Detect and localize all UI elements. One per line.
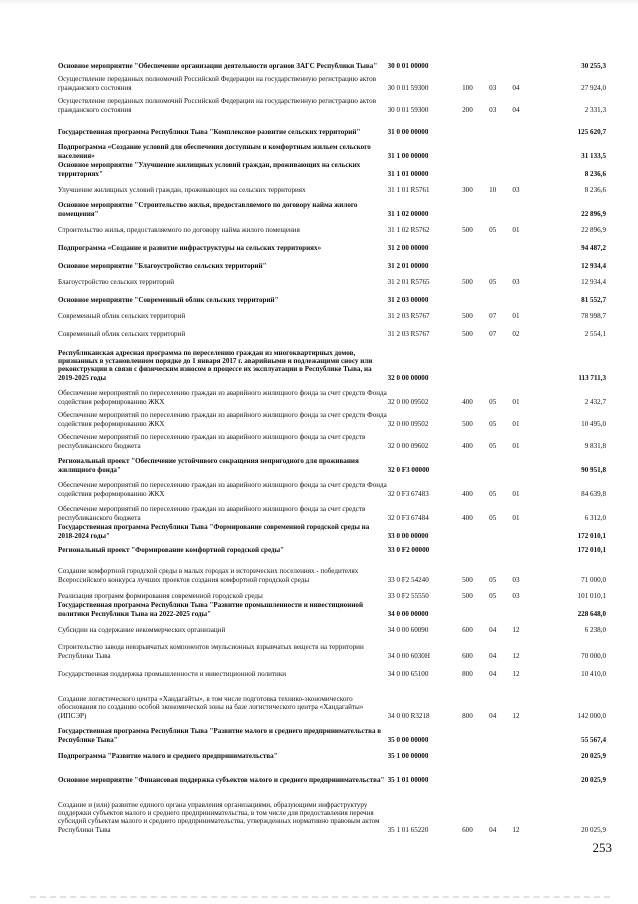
table-row bbox=[58, 270, 606, 286]
cell-code: 30 0 01 59300 bbox=[387, 105, 429, 114]
cell-pr bbox=[505, 338, 527, 382]
table-row bbox=[58, 406, 606, 428]
cell-name: Благоустройство сельских территорий bbox=[58, 277, 175, 286]
cell-name: Основное мероприятие "Финансовая поддержка субъектов малого и среднего предпринимательства" bbox=[58, 775, 385, 784]
cell-amount: 125 620,7 bbox=[577, 127, 606, 136]
cell-code: 35 0 00 00000 bbox=[387, 735, 429, 744]
cell-vr: 300 bbox=[462, 185, 473, 194]
cell-vr bbox=[454, 234, 480, 252]
budget-table-body bbox=[58, 48, 606, 834]
cell-amount: 12 934,4 bbox=[581, 261, 606, 270]
cell-pr: 03 bbox=[512, 277, 520, 286]
cell-pr bbox=[505, 136, 527, 160]
cell-code: 32 0 F3 67483 bbox=[387, 489, 429, 498]
cell-amount: 8 236,6 bbox=[584, 169, 606, 178]
cell-amount: 20 025,9 bbox=[581, 825, 606, 834]
cell-amount: 84 639,8 bbox=[581, 489, 606, 498]
cell-pr: 03 bbox=[512, 591, 520, 600]
cell-amount: 27 924,0 bbox=[581, 83, 606, 92]
table-row bbox=[58, 218, 606, 234]
cell-name: Основное мероприятие "Обеспечение организации деятельности органов ЗАГС Республики Тыва" bbox=[58, 61, 378, 70]
cell-code: 31 1 02 R5762 bbox=[387, 225, 430, 234]
cell-code: 31 2 01 00000 bbox=[387, 261, 429, 270]
cell-vr bbox=[454, 522, 480, 540]
table-row bbox=[58, 522, 606, 540]
cell-amount: 172 010,1 bbox=[577, 531, 606, 540]
cell-code: 33 0 F2 00000 bbox=[387, 545, 430, 554]
table-row bbox=[58, 678, 606, 720]
cell-name: Основное мероприятие "Улучшение жилищных условий граждан, проживающих на сельских территориях" bbox=[58, 161, 361, 178]
cell-vr bbox=[454, 744, 480, 760]
cell-vr: 600 bbox=[462, 625, 473, 634]
cell-pr: 12 bbox=[512, 625, 520, 634]
cell-pr bbox=[505, 540, 527, 554]
cell-rz: 05 bbox=[489, 225, 497, 234]
table-row bbox=[58, 540, 606, 554]
cell-amount: 113 711,3 bbox=[578, 373, 606, 382]
cell-amount: 142 000,0 bbox=[577, 711, 606, 720]
cell-vr bbox=[454, 286, 480, 304]
cell-name: Региональный проект "Формирование комфортной городской среды" bbox=[58, 545, 285, 554]
cell-pr: 01 bbox=[512, 397, 520, 406]
cell-code: 33 0 F2 55550 bbox=[387, 591, 429, 600]
cell-rz bbox=[481, 286, 505, 304]
cell-code: 32 0 F3 00000 bbox=[387, 465, 430, 474]
cell-rz: 05 bbox=[489, 397, 497, 406]
cell-vr bbox=[454, 540, 480, 554]
cell-code: 33 0 F2 54240 bbox=[387, 575, 429, 584]
cell-rz bbox=[481, 338, 505, 382]
page-number: 253 bbox=[592, 840, 612, 855]
cell-amount: 81 552,7 bbox=[581, 295, 606, 304]
cell-name: Современный облик сельских территорий bbox=[58, 311, 186, 320]
cell-pr: 03 bbox=[512, 185, 520, 194]
cell-amount: 78 998,7 bbox=[581, 311, 606, 320]
cell-vr bbox=[454, 252, 480, 270]
cell-name: Современный облик сельских территорий bbox=[58, 329, 186, 338]
cell-vr: 800 bbox=[462, 711, 473, 720]
cell-amount: 94 487,2 bbox=[581, 243, 606, 252]
cell-amount: 22 896,9 bbox=[581, 225, 606, 234]
cell-rz: 07 bbox=[489, 311, 497, 320]
cell-name: Подпрограмма «Создание условий для обеспечения доступным и комфортным жильем сельского населения» bbox=[58, 143, 371, 160]
cell-name: Реализация программ формирования современной городской среды bbox=[58, 591, 263, 600]
cell-rz bbox=[481, 160, 505, 178]
cell-code: 32 0 00 09602 bbox=[387, 441, 429, 450]
cell-name: Строительство жилья, предоставляемого по договору найма жилого помещения bbox=[58, 225, 300, 234]
cell-code: 34 0 00 6030Н bbox=[387, 651, 430, 660]
cell-amount: 90 951,8 bbox=[581, 465, 606, 474]
cell-pr: 12 bbox=[512, 651, 520, 660]
cell-vr: 500 bbox=[462, 419, 473, 428]
cell-rz: 10 bbox=[489, 185, 497, 194]
table-row bbox=[58, 92, 606, 114]
cell-pr bbox=[505, 160, 527, 178]
cell-vr: 500 bbox=[462, 277, 473, 286]
cell-rz bbox=[481, 114, 505, 136]
cell-pr: 02 bbox=[512, 329, 520, 338]
cell-code: 31 1 02 00000 bbox=[387, 209, 429, 218]
cell-vr: 500 bbox=[462, 329, 473, 338]
cell-rz bbox=[481, 760, 505, 784]
table-row bbox=[58, 178, 606, 194]
cell-vr: 600 bbox=[462, 825, 473, 834]
cell-vr: 100 bbox=[462, 83, 473, 92]
cell-pr: 04 bbox=[512, 105, 520, 114]
cell-amount: 2 331,3 bbox=[584, 105, 606, 114]
cell-vr: 400 bbox=[462, 513, 473, 522]
cell-rz bbox=[481, 136, 505, 160]
cell-amount: 71 000,0 bbox=[581, 575, 606, 584]
table-row bbox=[58, 234, 606, 252]
table-row bbox=[58, 634, 606, 660]
cell-amount: 20 025,9 bbox=[581, 751, 606, 760]
cell-name: Региональный проект "Обеспечение устойчивого сокращения непригодного для проживания жилищного фонда" bbox=[58, 457, 359, 474]
table-row bbox=[58, 252, 606, 270]
cell-vr bbox=[454, 338, 480, 382]
cell-amount: 12 934,4 bbox=[581, 277, 606, 286]
table-row bbox=[58, 720, 606, 744]
table-row bbox=[58, 618, 606, 634]
cell-pr bbox=[505, 252, 527, 270]
cell-pr bbox=[505, 600, 527, 618]
cell-pr bbox=[505, 720, 527, 744]
cell-code: 31 0 00 00000 bbox=[387, 127, 429, 136]
cell-vr bbox=[454, 136, 480, 160]
cell-rz: 04 bbox=[489, 711, 497, 720]
table-row bbox=[58, 304, 606, 320]
cell-vr bbox=[454, 160, 480, 178]
table-row bbox=[58, 760, 606, 784]
cell-name: Подпрограмма "Развитие малого и среднего предпринимательства" bbox=[58, 751, 278, 760]
cell-amount: 22 896,9 bbox=[581, 209, 606, 218]
cell-rz bbox=[481, 720, 505, 744]
cell-pr: 12 bbox=[512, 711, 520, 720]
cell-rz bbox=[481, 48, 505, 70]
cell-code: 32 0 F3 67484 bbox=[387, 513, 429, 522]
cell-code: 31 2 01 R5765 bbox=[387, 277, 430, 286]
cell-name: Осуществление переданных полномочий Российской Федерации на государственную регистрацию актов гражданского состояния bbox=[58, 97, 377, 114]
cell-amount: 55 567,4 bbox=[581, 735, 606, 744]
cell-pr: 12 bbox=[512, 669, 520, 678]
cell-code: 33 0 00 00000 bbox=[387, 531, 429, 540]
table-row bbox=[58, 338, 606, 382]
cell-vr: 400 bbox=[462, 489, 473, 498]
table-row bbox=[58, 600, 606, 618]
cell-name: Обеспечение мероприятий по переселению граждан из аварийного жилищного фонда за счет средств Фонда содействия реформированию ЖКХ bbox=[58, 481, 387, 498]
cell-rz: 05 bbox=[489, 489, 497, 498]
cell-name: Государственная программа Республики Тыва "Развитие промышленности и инвестиционной политики Республики Тыва на 2022-2025 годы" bbox=[58, 601, 364, 618]
cell-amount: 31 133,5 bbox=[581, 151, 606, 160]
cell-name: Обеспечение мероприятий по переселению граждан из аварийного жилищного фонда за счет средств Фонда содействия реформированию ЖКХ bbox=[58, 389, 387, 406]
cell-amount: 172 010,1 bbox=[577, 545, 606, 554]
cell-rz bbox=[481, 522, 505, 540]
cell-rz: 07 bbox=[489, 329, 497, 338]
cell-pr bbox=[505, 760, 527, 784]
cell-rz: 03 bbox=[489, 105, 497, 114]
cell-name: Строительство завода невзрывчатых компонентов эмульсионных взрывчатых веществ на территории Республики Тыва bbox=[58, 643, 364, 660]
table-row bbox=[58, 450, 606, 474]
cell-name: Создание и (или) развитие единого органа управления организациями, образующими инфраструктуру поддержки субъектов малого и среднего предпринимательства, в том числе для предоставления перечня субсидий субъектам малого и среднего предпринимательства, утвержденных нормативно правовым актом Республики Тыва bbox=[58, 800, 380, 834]
table-row bbox=[58, 70, 606, 92]
cell-name: Создание комфортной городской среды в малых городах и исторических поселениях - победителях Всероссийского конкурса лучших проектов создания комфортной городской среды bbox=[58, 567, 359, 584]
cell-code: 34 0 00 00000 bbox=[387, 609, 429, 618]
cell-pr: 12 bbox=[512, 825, 520, 834]
cell-code: 31 2 03 R5767 bbox=[387, 311, 430, 320]
cell-code: 31 1 01 00000 bbox=[387, 169, 429, 178]
cell-rz bbox=[481, 744, 505, 760]
cell-code: 35 1 00 00000 bbox=[387, 751, 429, 760]
cell-pr bbox=[505, 286, 527, 304]
cell-amount: 228 648,0 bbox=[577, 609, 606, 618]
table-row bbox=[58, 474, 606, 498]
cell-vr bbox=[454, 760, 480, 784]
cell-code: 31 2 00 00000 bbox=[387, 243, 429, 252]
cell-name: Обеспечение мероприятий по переселению граждан из аварийного жилищного фонда за счет средств Фонда содействия реформированию ЖКХ bbox=[58, 411, 387, 428]
cell-name: Улучшение жилищных условий граждан, проживающих на сельских территориях bbox=[58, 185, 306, 194]
cell-amount: 9 831,8 bbox=[584, 441, 606, 450]
cell-vr: 500 bbox=[462, 575, 473, 584]
cell-pr bbox=[505, 744, 527, 760]
cell-amount: 6 312,0 bbox=[584, 513, 606, 522]
table-row bbox=[58, 136, 606, 160]
cell-name: Основное мероприятие "Строительство жилья, предоставляемого по договору найма жилого помещения" bbox=[58, 201, 358, 218]
table-row bbox=[58, 194, 606, 218]
cell-code: 31 2 03 R5767 bbox=[387, 329, 430, 338]
cell-amount: 2 554,1 bbox=[584, 329, 606, 338]
cell-vr bbox=[454, 114, 480, 136]
table-row bbox=[58, 660, 606, 678]
cell-code: 34 0 00 65100 bbox=[387, 669, 429, 678]
cell-rz: 04 bbox=[489, 825, 497, 834]
cell-rz: 05 bbox=[489, 575, 497, 584]
cell-code: 35 1 01 65220 bbox=[387, 825, 429, 834]
table-row bbox=[58, 286, 606, 304]
cell-pr bbox=[505, 522, 527, 540]
cell-amount: 8 236,6 bbox=[584, 185, 606, 194]
cell-rz: 04 bbox=[489, 625, 497, 634]
cell-vr bbox=[454, 720, 480, 744]
cell-vr bbox=[454, 600, 480, 618]
cell-vr: 200 bbox=[462, 105, 473, 114]
cell-name: Государственная поддержка промышленности и инвестиционной политики bbox=[58, 669, 287, 678]
cell-code: 30 0 01 59300 bbox=[387, 83, 429, 92]
cell-rz: 05 bbox=[489, 441, 497, 450]
cell-pr: 01 bbox=[512, 441, 520, 450]
cell-name: Субсидии на содержание некоммерческих организаций bbox=[58, 625, 226, 634]
cell-rz: 04 bbox=[489, 651, 497, 660]
cell-name: Создание логистического центра «Хандагайты», в том числе подготовка технико-экономического обоснования по созданию особой экономической зоны на базе логистического центра «Хандагайты» (ИПСЭР) bbox=[58, 695, 364, 720]
scan-edge-bottom bbox=[30, 888, 610, 898]
cell-amount: 10 495,0 bbox=[581, 419, 606, 428]
cell-vr bbox=[454, 450, 480, 474]
cell-vr: 600 bbox=[462, 651, 473, 660]
cell-vr: 500 bbox=[462, 591, 473, 600]
table-row bbox=[58, 554, 606, 584]
cell-name: Республиканская адресная программа по переселению граждан из многоквартирных домов, признанных в установленном порядке до 1 января 2017 г. аварийными и подлежащими сносу или реконструкции в связи с физическим износом в процессе их эксплуатации в Республике Тыва, на 2019-2025 годы bbox=[58, 348, 373, 382]
cell-vr: 400 bbox=[462, 441, 473, 450]
cell-code: 31 1 01 R5761 bbox=[387, 185, 430, 194]
cell-rz: 05 bbox=[489, 513, 497, 522]
cell-rz bbox=[481, 194, 505, 218]
cell-code: 32 0 00 09502 bbox=[387, 419, 429, 428]
cell-amount: 10 410,0 bbox=[581, 669, 606, 678]
table-row bbox=[58, 160, 606, 178]
cell-rz bbox=[481, 540, 505, 554]
cell-pr: 01 bbox=[512, 489, 520, 498]
cell-rz: 04 bbox=[489, 669, 497, 678]
table-row bbox=[58, 114, 606, 136]
cell-vr: 400 bbox=[462, 397, 473, 406]
cell-rz: 05 bbox=[489, 591, 497, 600]
scan-edge-top bbox=[0, 0, 638, 6]
budget-table bbox=[58, 48, 606, 834]
cell-pr bbox=[505, 194, 527, 218]
cell-pr: 01 bbox=[512, 419, 520, 428]
cell-vr: 800 bbox=[462, 669, 473, 678]
cell-pr: 03 bbox=[512, 575, 520, 584]
table-row bbox=[58, 584, 606, 600]
cell-rz bbox=[481, 450, 505, 474]
cell-vr bbox=[454, 194, 480, 218]
cell-pr bbox=[505, 48, 527, 70]
cell-name: Государственная программа Республики Тыва "Комплексное развитие сельских территорий" bbox=[58, 127, 361, 136]
cell-vr bbox=[454, 48, 480, 70]
cell-pr: 01 bbox=[512, 225, 520, 234]
cell-pr bbox=[505, 450, 527, 474]
cell-code: 30 0 01 00000 bbox=[387, 61, 429, 70]
cell-amount: 6 238,0 bbox=[584, 625, 606, 634]
cell-name: Осуществление переданных полномочий Российской Федерации на государственную регистрацию актов гражданского состояния bbox=[58, 75, 377, 92]
cell-name: Обеспечение мероприятий по переселению граждан из аварийного жилищного фонда за счет средств республиканского бюджета bbox=[58, 433, 366, 450]
table-row bbox=[58, 428, 606, 450]
cell-pr: 04 bbox=[512, 83, 520, 92]
cell-amount: 70 000,0 bbox=[581, 651, 606, 660]
table-row bbox=[58, 744, 606, 760]
table-row bbox=[58, 784, 606, 834]
cell-code: 31 2 03 00000 bbox=[387, 295, 429, 304]
cell-amount: 101 010,1 bbox=[577, 591, 606, 600]
cell-rz: 05 bbox=[489, 419, 497, 428]
cell-pr bbox=[505, 114, 527, 136]
cell-code: 32 0 00 09502 bbox=[387, 397, 429, 406]
cell-amount: 20 025,9 bbox=[581, 775, 606, 784]
cell-code: 34 0 00 R3218 bbox=[387, 711, 430, 720]
table-row bbox=[58, 382, 606, 406]
cell-code: 32 0 00 00000 bbox=[387, 373, 429, 382]
cell-code: 31 1 00 00000 bbox=[387, 151, 429, 160]
cell-pr: 01 bbox=[512, 513, 520, 522]
cell-name: Государственная программа Республики Тыва "Формирование современной городской среды на 2018-2024 годы" bbox=[58, 523, 370, 540]
cell-vr: 500 bbox=[462, 311, 473, 320]
cell-name: Основное мероприятие "Современный облик сельских территорий" bbox=[58, 295, 279, 304]
cell-name: Основное мероприятие "Благоустройство сельских территорий" bbox=[58, 261, 267, 270]
cell-name: Подпрограмма «Создание и развитие инфраструктуры на сельских территориях» bbox=[58, 243, 322, 252]
table-row bbox=[58, 48, 606, 70]
cell-name: Государственная программа Республики Тыва "Развитие малого и среднего предпринимательства в Республике Тыва" bbox=[58, 727, 382, 744]
cell-rz: 05 bbox=[489, 277, 497, 286]
cell-vr: 500 bbox=[462, 225, 473, 234]
cell-pr bbox=[505, 234, 527, 252]
cell-code: 34 0 00 60090 bbox=[387, 625, 429, 634]
cell-amount: 30 255,3 bbox=[581, 61, 606, 70]
table-row bbox=[58, 498, 606, 522]
cell-name: Обеспечение мероприятий по переселению граждан из аварийного жилищного фонда за счет средств республиканского бюджета bbox=[58, 505, 366, 522]
cell-amount: 2 432,7 bbox=[584, 397, 606, 406]
cell-code: 35 1 01 00000 bbox=[387, 775, 429, 784]
table-row bbox=[58, 320, 606, 338]
cell-pr: 01 bbox=[512, 311, 520, 320]
cell-rz bbox=[481, 234, 505, 252]
cell-rz: 03 bbox=[489, 83, 497, 92]
cell-rz bbox=[481, 252, 505, 270]
cell-rz bbox=[481, 600, 505, 618]
